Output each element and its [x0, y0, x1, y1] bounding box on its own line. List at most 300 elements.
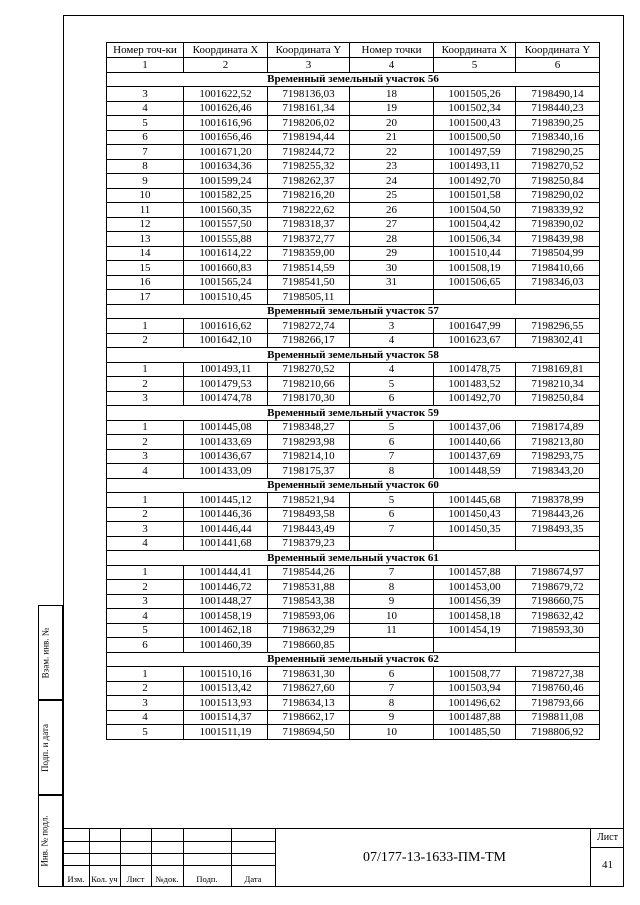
- header-coord-y-2: Координата Y: [516, 43, 600, 58]
- table-cell: 7198674,97: [516, 565, 600, 580]
- table-cell: 10: [350, 725, 434, 740]
- table-cell: 7198244,72: [268, 145, 350, 160]
- table-cell: 1001462,18: [184, 623, 268, 638]
- table-row: [107, 246, 600, 261]
- table-header-row: [107, 43, 600, 58]
- table-cell: 1001647,99: [434, 319, 516, 334]
- table-cell: 1001493,11: [434, 159, 516, 174]
- plot-title-row: [107, 304, 600, 319]
- label-doc-number: №док.: [155, 874, 179, 884]
- table-cell: 9: [350, 594, 434, 609]
- table-cell: 4: [107, 101, 184, 116]
- plot-title-row: [107, 406, 600, 421]
- table-cell: 21: [350, 130, 434, 145]
- table-cell: [350, 290, 434, 305]
- header-point-number-2: Номер точки: [350, 43, 434, 58]
- table-cell: 1001500,43: [434, 116, 516, 131]
- table-row: [107, 725, 600, 740]
- document-code: 07/177-13-1633-ПМ-ТМ: [275, 829, 593, 887]
- table-cell: 1001478,75: [434, 362, 516, 377]
- table-cell: 7198136,03: [268, 87, 350, 102]
- table-cell: 1001510,45: [184, 290, 268, 305]
- table-cell: 7198679,72: [516, 580, 600, 595]
- table-cell: 22: [350, 145, 434, 160]
- table-cell: 7: [350, 681, 434, 696]
- table-cell: [516, 536, 600, 551]
- table-cell: 7198793,66: [516, 696, 600, 711]
- table-cell: 7198340,16: [516, 130, 600, 145]
- sheet-number: 41: [602, 859, 613, 871]
- table-cell: 7198514,59: [268, 261, 350, 276]
- table-row: [107, 391, 600, 406]
- table-cell: 1001450,35: [434, 522, 516, 537]
- table-cell: 7198440,23: [516, 101, 600, 116]
- table-row: [107, 696, 600, 711]
- table-cell: 7198206,02: [268, 116, 350, 131]
- table-cell: 7198213,80: [516, 435, 600, 450]
- plot-title: Временный земельный участок 57: [107, 304, 600, 319]
- table-cell: [434, 290, 516, 305]
- table-row: [107, 145, 600, 160]
- table-row: [107, 174, 600, 189]
- table-cell: 1001492,70: [434, 391, 516, 406]
- table-cell: 7198372,77: [268, 232, 350, 247]
- table-cell: 7198250,84: [516, 174, 600, 189]
- table-cell: 1001599,24: [184, 174, 268, 189]
- table-cell: 1001513,42: [184, 681, 268, 696]
- table-cell: 7198293,75: [516, 449, 600, 464]
- table-cell: 7198210,34: [516, 377, 600, 392]
- table-cell: 7198169,81: [516, 362, 600, 377]
- table-cell: 1001506,34: [434, 232, 516, 247]
- table-cell: 6: [350, 435, 434, 450]
- table-cell: 7198531,88: [268, 580, 350, 595]
- table-cell: 7198296,55: [516, 319, 600, 334]
- table-cell: 5: [350, 420, 434, 435]
- table-cell: 7198266,17: [268, 333, 350, 348]
- table-cell: 7198302,41: [516, 333, 600, 348]
- table-row: [107, 594, 600, 609]
- table-row: [107, 507, 600, 522]
- table-cell: 12: [107, 217, 184, 232]
- table-row: [107, 565, 600, 580]
- table-cell: 23: [350, 159, 434, 174]
- side-stamp-inventory: [38, 795, 63, 887]
- table-cell: 7198632,42: [516, 609, 600, 624]
- table-cell: 1001616,62: [184, 319, 268, 334]
- table-cell: 7198272,74: [268, 319, 350, 334]
- table-row: [107, 681, 600, 696]
- table-row: [107, 275, 600, 290]
- column-number: 4: [350, 58, 434, 73]
- table-cell: 7198694,50: [268, 725, 350, 740]
- table-cell: 7198262,37: [268, 174, 350, 189]
- table-row: [107, 130, 600, 145]
- table-cell: 1001487,88: [434, 710, 516, 725]
- column-number: 6: [516, 58, 600, 73]
- table-cell: 1001437,06: [434, 420, 516, 435]
- table-cell: 1001474,78: [184, 391, 268, 406]
- table-cell: 7198634,13: [268, 696, 350, 711]
- table-cell: 7198593,06: [268, 609, 350, 624]
- table-cell: 1001460,39: [184, 638, 268, 653]
- table-cell: 1001642,10: [184, 333, 268, 348]
- table-cell: 2: [107, 377, 184, 392]
- table-cell: [434, 536, 516, 551]
- table-row: [107, 116, 600, 131]
- table-cell: 7198410,66: [516, 261, 600, 276]
- table-cell: 27: [350, 217, 434, 232]
- table-cell: 6: [350, 667, 434, 682]
- table-cell: 1001445,12: [184, 493, 268, 508]
- table-cell: 1001513,93: [184, 696, 268, 711]
- coordinates-table: [106, 42, 600, 740]
- column-number: 1: [107, 58, 184, 73]
- table-cell: 3: [107, 87, 184, 102]
- table-cell: 8: [350, 696, 434, 711]
- table-cell: 18: [350, 87, 434, 102]
- table-cell: 7: [107, 145, 184, 160]
- table-cell: 16: [107, 275, 184, 290]
- table-row: [107, 203, 600, 218]
- table-row: [107, 580, 600, 595]
- title-block: [63, 828, 624, 887]
- table-cell: 1: [107, 667, 184, 682]
- table-cell: 7198379,23: [268, 536, 350, 551]
- table-cell: [350, 638, 434, 653]
- table-cell: 30: [350, 261, 434, 276]
- table-cell: 7198543,38: [268, 594, 350, 609]
- table-cell: 1001510,16: [184, 667, 268, 682]
- table-row: [107, 609, 600, 624]
- table-cell: 7198378,99: [516, 493, 600, 508]
- table-cell: 7198505,11: [268, 290, 350, 305]
- table-cell: 8: [107, 159, 184, 174]
- plot-title: Временный земельный участок 61: [107, 551, 600, 566]
- table-cell: 1001458,18: [434, 609, 516, 624]
- table-cell: 24: [350, 174, 434, 189]
- table-cell: 7198214,10: [268, 449, 350, 464]
- table-cell: 1001444,41: [184, 565, 268, 580]
- table-cell: 1001514,37: [184, 710, 268, 725]
- table-cell: 1001445,68: [434, 493, 516, 508]
- table-cell: 1001496,62: [434, 696, 516, 711]
- table-cell: 1001433,69: [184, 435, 268, 450]
- table-cell: 7198222,62: [268, 203, 350, 218]
- table-cell: 1001504,42: [434, 217, 516, 232]
- table-row: [107, 435, 600, 450]
- table-cell: 1001565,24: [184, 275, 268, 290]
- table-cell: 1001479,53: [184, 377, 268, 392]
- table-row: [107, 449, 600, 464]
- table-row: [107, 464, 600, 479]
- table-cell: 28: [350, 232, 434, 247]
- table-cell: 14: [107, 246, 184, 261]
- table-cell: 4: [107, 536, 184, 551]
- table-cell: 15: [107, 261, 184, 276]
- table-cell: 4: [107, 710, 184, 725]
- table-cell: 1001501,58: [434, 188, 516, 203]
- label-change: Изм.: [67, 874, 85, 884]
- table-cell: 1001508,77: [434, 667, 516, 682]
- table-cell: 1001446,44: [184, 522, 268, 537]
- plot-title-row: [107, 652, 600, 667]
- table-cell: 7198443,26: [516, 507, 600, 522]
- table-cell: 7198359,00: [268, 246, 350, 261]
- table-cell: 7198390,25: [516, 116, 600, 131]
- column-number: 3: [268, 58, 350, 73]
- table-cell: 1001492,70: [434, 174, 516, 189]
- table-cell: 1001508,19: [434, 261, 516, 276]
- table-cell: 5: [107, 116, 184, 131]
- table-cell: 7198490,14: [516, 87, 600, 102]
- table-cell: 9: [107, 174, 184, 189]
- table-cell: 7198660,85: [268, 638, 350, 653]
- table-cell: 7198390,02: [516, 217, 600, 232]
- table-cell: 1001457,88: [434, 565, 516, 580]
- table-cell: 1001626,46: [184, 101, 268, 116]
- table-cell: 10: [350, 609, 434, 624]
- table-cell: 7198806,92: [516, 725, 600, 740]
- table-cell: 5: [107, 725, 184, 740]
- table-cell: 1001622,52: [184, 87, 268, 102]
- table-cell: 1001450,43: [434, 507, 516, 522]
- table-cell: 1001671,20: [184, 145, 268, 160]
- table-cell: 7198290,25: [516, 145, 600, 160]
- table-row: [107, 159, 600, 174]
- table-row: [107, 188, 600, 203]
- table-cell: 7198660,75: [516, 594, 600, 609]
- table-row: [107, 232, 600, 247]
- table-cell: 3: [107, 391, 184, 406]
- table-cell: 1: [107, 493, 184, 508]
- table-cell: 31: [350, 275, 434, 290]
- table-row: [107, 522, 600, 537]
- table-cell: 1001483,52: [434, 377, 516, 392]
- plot-title: Временный земельный участок 58: [107, 348, 600, 363]
- table-cell: 1: [107, 420, 184, 435]
- table-cell: 1001441,68: [184, 536, 268, 551]
- table-cell: 1: [107, 319, 184, 334]
- table-row: [107, 87, 600, 102]
- table-cell: 17: [107, 290, 184, 305]
- table-cell: 6: [107, 638, 184, 653]
- table-cell: 1001616,96: [184, 116, 268, 131]
- table-cell: 6: [350, 391, 434, 406]
- table-cell: 13: [107, 232, 184, 247]
- table-body: [107, 72, 600, 739]
- table-cell: 7198544,26: [268, 565, 350, 580]
- column-number-row: [107, 58, 600, 73]
- revision-grid: [63, 829, 275, 887]
- table-cell: 29: [350, 246, 434, 261]
- label-signature: Подп.: [196, 874, 218, 884]
- table-row: [107, 420, 600, 435]
- table-cell: 20: [350, 116, 434, 131]
- table-cell: 1001656,46: [184, 130, 268, 145]
- table-cell: 1001614,22: [184, 246, 268, 261]
- table-cell: 1: [107, 565, 184, 580]
- table-cell: 7198443,49: [268, 522, 350, 537]
- table-cell: 1001510,44: [434, 246, 516, 261]
- table-cell: 2: [107, 681, 184, 696]
- table-cell: 1001436,67: [184, 449, 268, 464]
- table-cell: 1001458,19: [184, 609, 268, 624]
- table-cell: 3: [107, 522, 184, 537]
- table-cell: 1001555,88: [184, 232, 268, 247]
- table-row: [107, 101, 600, 116]
- table-cell: 7198318,37: [268, 217, 350, 232]
- table-cell: 7198250,84: [516, 391, 600, 406]
- table-cell: 7198631,30: [268, 667, 350, 682]
- table-cell: 7198216,20: [268, 188, 350, 203]
- header-point-number: Номер точ-ки: [107, 43, 184, 58]
- table-row: [107, 261, 600, 276]
- table-cell: 1001448,59: [434, 464, 516, 479]
- table-cell: 7: [350, 522, 434, 537]
- table-cell: 1001511,19: [184, 725, 268, 740]
- table-row: [107, 319, 600, 334]
- table-row: [107, 290, 600, 305]
- side-stamp-signature: [38, 700, 63, 795]
- header-coord-y: Координата Y: [268, 43, 350, 58]
- table-cell: 1: [107, 362, 184, 377]
- table-cell: 10: [107, 188, 184, 203]
- table-cell: 11: [350, 623, 434, 638]
- table-cell: 1001557,50: [184, 217, 268, 232]
- table-cell: 4: [107, 464, 184, 479]
- table-cell: 19: [350, 101, 434, 116]
- table-cell: 1001660,83: [184, 261, 268, 276]
- table-row: [107, 493, 600, 508]
- table-cell: 1001504,50: [434, 203, 516, 218]
- table-cell: 7198541,50: [268, 275, 350, 290]
- table-cell: 2: [107, 333, 184, 348]
- table-cell: 8: [350, 580, 434, 595]
- table-cell: 7198521,94: [268, 493, 350, 508]
- table-cell: 1001454,19: [434, 623, 516, 638]
- table-cell: 7198255,32: [268, 159, 350, 174]
- table-cell: 4: [107, 609, 184, 624]
- table-row: [107, 333, 600, 348]
- table-row: [107, 667, 600, 682]
- table-cell: 7198662,17: [268, 710, 350, 725]
- table-cell: 1001505,26: [434, 87, 516, 102]
- side-label-signature: Подп. и дата: [40, 723, 50, 772]
- label-count: Кол. уч: [91, 874, 118, 884]
- table-cell: 1001440,66: [434, 435, 516, 450]
- table-cell: 7198346,03: [516, 275, 600, 290]
- table-cell: 1001437,69: [434, 449, 516, 464]
- table-cell: 7198348,27: [268, 420, 350, 435]
- table-cell: 7: [350, 449, 434, 464]
- table-cell: 1001502,34: [434, 101, 516, 116]
- column-number: 5: [434, 58, 516, 73]
- plot-title-row: [107, 478, 600, 493]
- table-cell: 7198727,38: [516, 667, 600, 682]
- label-date: Дата: [244, 874, 262, 884]
- table-cell: 7198339,92: [516, 203, 600, 218]
- table-cell: 9: [350, 710, 434, 725]
- table-cell: 5: [350, 493, 434, 508]
- table-row: [107, 710, 600, 725]
- table-cell: 7198290,02: [516, 188, 600, 203]
- table-cell: 7198504,99: [516, 246, 600, 261]
- table-cell: [350, 536, 434, 551]
- table-row: [107, 362, 600, 377]
- table-cell: 7198493,35: [516, 522, 600, 537]
- table-cell: 6: [107, 130, 184, 145]
- label-sheet: Лист: [126, 874, 145, 884]
- table-cell: 1001582,25: [184, 188, 268, 203]
- table-cell: 7: [350, 565, 434, 580]
- table-cell: 7198439,98: [516, 232, 600, 247]
- table-cell: 7198174,89: [516, 420, 600, 435]
- table-cell: 2: [107, 507, 184, 522]
- table-cell: 6: [350, 507, 434, 522]
- sheet-label: Лист: [591, 829, 624, 848]
- table-cell: [516, 638, 600, 653]
- table-cell: 1001433,09: [184, 464, 268, 479]
- table-cell: [434, 638, 516, 653]
- table-row: [107, 377, 600, 392]
- table-cell: 1001485,50: [434, 725, 516, 740]
- table-cell: 7198632,29: [268, 623, 350, 638]
- table-cell: 1001506,65: [434, 275, 516, 290]
- plot-title: Временный земельный участок 56: [107, 72, 600, 87]
- table-cell: 2: [107, 435, 184, 450]
- header-coord-x: Координата X: [184, 43, 268, 58]
- table-cell: 1001446,72: [184, 580, 268, 595]
- table-cell: 7198270,52: [268, 362, 350, 377]
- table-cell: 1001623,67: [434, 333, 516, 348]
- table-cell: 7198210,66: [268, 377, 350, 392]
- table-cell: 7198493,58: [268, 507, 350, 522]
- table-cell: 1001497,59: [434, 145, 516, 160]
- side-stamp-replace: [38, 605, 63, 700]
- table-row: [107, 536, 600, 551]
- table-cell: 1001493,11: [184, 362, 268, 377]
- table-cell: 1001445,08: [184, 420, 268, 435]
- column-number: 2: [184, 58, 268, 73]
- table-cell: 25: [350, 188, 434, 203]
- table-cell: 7198194,44: [268, 130, 350, 145]
- table-cell: [516, 290, 600, 305]
- side-label-inventory: Инв. № подл.: [40, 815, 50, 867]
- table-cell: 3: [107, 696, 184, 711]
- table-cell: 2: [107, 580, 184, 595]
- sheet-box: [590, 829, 624, 887]
- table-cell: 3: [107, 594, 184, 609]
- table-cell: 5: [107, 623, 184, 638]
- table-cell: 3: [107, 449, 184, 464]
- table-cell: 1001500,50: [434, 130, 516, 145]
- table-cell: 7198170,30: [268, 391, 350, 406]
- table-cell: 7198343,20: [516, 464, 600, 479]
- table-cell: 3: [350, 319, 434, 334]
- table-cell: 7198270,52: [516, 159, 600, 174]
- table-cell: 7198811,08: [516, 710, 600, 725]
- plot-title: Временный земельный участок 62: [107, 652, 600, 667]
- table-cell: 1001503,94: [434, 681, 516, 696]
- table-cell: 7198161,34: [268, 101, 350, 116]
- plot-title-row: [107, 551, 600, 566]
- table-cell: 1001453,00: [434, 580, 516, 595]
- table-row: [107, 217, 600, 232]
- table-cell: 7198760,46: [516, 681, 600, 696]
- table-row: [107, 638, 600, 653]
- table-cell: 1001446,36: [184, 507, 268, 522]
